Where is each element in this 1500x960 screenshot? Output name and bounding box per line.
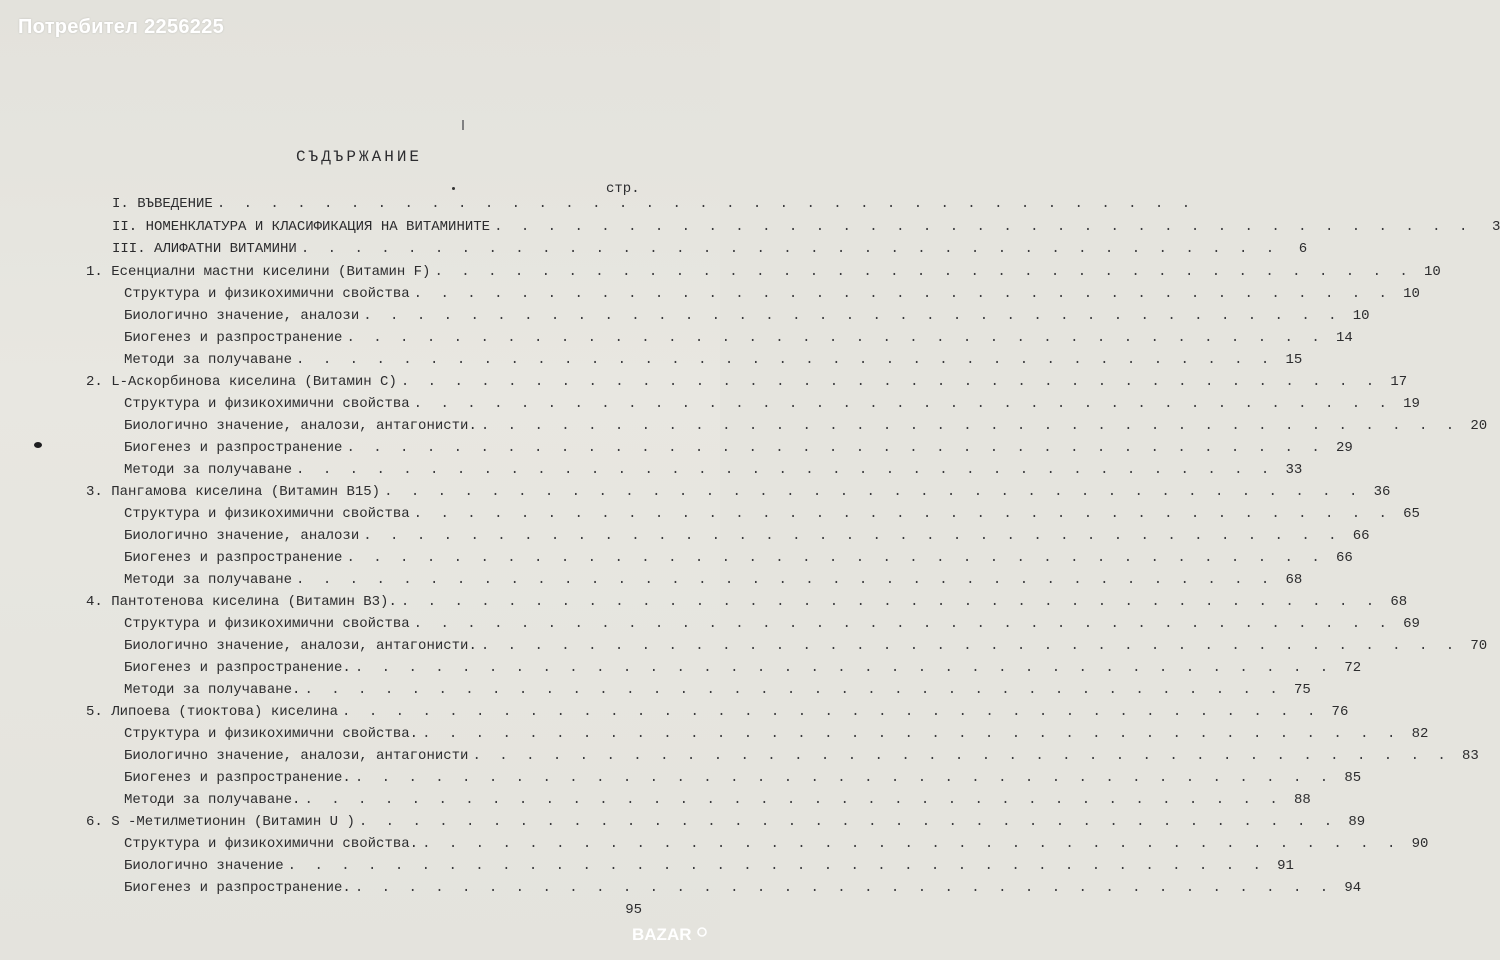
leader-dots: . . . . . . . . . . . . . . . . . . . . . . . . . . . . . . . . . . . . .	[384, 484, 1363, 500]
toc-entry-page: 17	[1390, 374, 1408, 390]
toc-entry-label: 4. Пантотенова киселина (Витамин B3).	[86, 594, 397, 610]
pen-mark	[462, 120, 464, 130]
leader-dots: . . . . . . . . . . . . . . . . . . . . . . . . . . . . . . . . . . . . .	[413, 396, 1392, 412]
toc-entry-label: 6. S -Метилметионин (Витамин U )	[86, 814, 355, 830]
toc-entry-page: 70	[1470, 638, 1488, 654]
toc-entry-page: 72	[1344, 660, 1362, 676]
toc-entry-label: Биогенез и разпространение	[124, 330, 343, 346]
toc-title: СЪДЪРЖАНИЕ	[296, 148, 423, 166]
toc-entry	[124, 440, 1353, 462]
logo-ring-icon	[698, 928, 706, 936]
toc-entry-label: 3. Пангамова киселина (Витамин B15)	[86, 484, 381, 500]
leader-dots: . . . . . . . . . . . . . . . . . . . . . . . . . . . . . . . . . . . . .	[346, 440, 1325, 456]
toc-entry	[124, 880, 1362, 902]
toc-entry-label: Структура и физикохимични свойства	[124, 506, 410, 522]
leader-dots: . . . . . . . . . . . . . . . . . . . . . . . . . . . . . . . . . . . . .	[342, 704, 1321, 720]
leader-dots: . . . . . . . . . . . . . . . . . . . . . . . . . . . . . . . . . . . . .	[472, 748, 1451, 764]
user-watermark: Потребител 2256225	[18, 16, 225, 38]
ink-blot	[34, 442, 42, 448]
toc-entry-label: Биогенез и разпространение.	[124, 770, 351, 786]
leader-dots: . . . . . . . . . . . . . . . . . . . . . . . . . . . . . . . . . . . . .	[400, 374, 1380, 390]
toc-entry-label: Методи за получаване.	[124, 792, 301, 808]
toc-entry	[124, 418, 1488, 440]
leader-dots: . . . . . . . . . . . . . . . . . . . . . . . . . . . . . . . . . . . . .	[363, 528, 1342, 544]
leader-dots: . . . . . . . . . . . . . . . . . . . . . . . . . . . . . . . . . . . . .	[296, 462, 1275, 478]
toc-entry	[124, 748, 1479, 770]
toc-entry-label: Биологично значение, аналози, антагонисти.	[124, 638, 477, 654]
leader-dots: . . . . . . . . . . . . . . . . . . . . . . . . . . . . . . . . . . . . .	[304, 792, 1283, 808]
leader-dots: . . . . . . . . . . . . . . . . . . . . . . . . . . . . . . . . . . . . .	[413, 286, 1392, 302]
leader-dots: . . . . . . . . . . . . . . . . . . . . . . . . . . . . . . . . . . . . .	[494, 219, 1473, 235]
toc-entry-page: 94	[1344, 880, 1362, 896]
leader-dots: . . . . . . . . . . . . . . . . . . . . . . . . . . . . . . . . . . . . .	[363, 308, 1342, 324]
toc-entry-page: 6	[1298, 241, 1308, 257]
toc-entry-page: 88	[1293, 792, 1311, 808]
toc-entry-label: Биологично значение, аналози, антагонисти	[124, 748, 469, 764]
bazar-logo	[630, 918, 710, 950]
toc-entry-label: Биогенез и разпространение.	[124, 660, 351, 676]
leader-dots: . . . . . . . . . . . . . . . . . . . . . . . . . . . . . . . . . . . . .	[346, 550, 1325, 566]
toc-entry-page: 91	[1277, 858, 1294, 874]
toc-entry-page: 29	[1335, 440, 1353, 456]
toc-entry-page: 82	[1411, 726, 1429, 742]
leader-dots: . . . . . . . . . . . . . . . . . . . . . . . . . . . . . . . . . . . . .	[354, 880, 1334, 896]
toc-entry-page: 14	[1335, 330, 1353, 346]
toc-entry	[124, 902, 642, 924]
toc-entry	[86, 374, 1408, 396]
toc-entry-page: 3	[1491, 219, 1500, 235]
toc-entry	[86, 264, 1441, 286]
leader-dots: . . . . . . . . . . . . . . . . . . . . . . . . . . . . . . . . . . . . .	[480, 418, 1460, 434]
toc-entry-page: 10	[1403, 286, 1420, 302]
toc-entry	[124, 308, 1370, 330]
toc-entry	[124, 836, 1429, 858]
toc-entry-page: 15	[1285, 352, 1303, 368]
toc-entry	[124, 572, 1303, 594]
toc-entry-label: Методи за получаване	[124, 572, 293, 588]
toc-entry-page: 83	[1461, 748, 1479, 764]
toc-entry	[124, 528, 1370, 550]
toc-entry-label: 1. Есенциални мастни киселини (Витамин F)	[86, 264, 431, 280]
toc-entry-label: Методи за получаване.	[124, 682, 301, 698]
toc-entry-page: 75	[1293, 682, 1311, 698]
toc-entry-page: 95	[625, 902, 642, 918]
toc-entry	[124, 660, 1362, 682]
toc-entry-label: II. НОМЕНКЛАТУРА И КЛАСИФИКАЦИЯ НА ВИТАМИНИТЕ	[112, 219, 491, 235]
toc-entry-page: 10	[1423, 264, 1441, 280]
toc-entry-page: 90	[1411, 836, 1429, 852]
leader-dots: . . . . . . . . . . . . . . . . . . . . . . . . . . . . . . . . . . . . .	[300, 241, 1280, 257]
toc-entry	[124, 330, 1353, 352]
toc-entry	[124, 286, 1420, 308]
leader-dots: . . . . . . . . . . . . . . . . . . . . . . . . . . . . . . . . . . . . .	[296, 572, 1275, 588]
pages-column-heading: стр.	[606, 181, 640, 197]
toc-entry-label: Структура и физикохимични свойства.	[124, 836, 419, 852]
toc-entry	[112, 196, 1196, 218]
toc-entry-page: 69	[1403, 616, 1420, 632]
toc-entry	[124, 638, 1488, 660]
toc-entry-label: Биогенез и разпространение	[124, 440, 343, 456]
toc-entry-page: 65	[1403, 506, 1420, 522]
toc-entry	[86, 594, 1408, 616]
toc-entry-label: Биологично значение, аналози	[124, 308, 360, 324]
toc-entry-page: 19	[1403, 396, 1420, 412]
ink-speck	[452, 187, 455, 190]
toc-entry-page: 66	[1335, 550, 1353, 566]
toc-entry	[86, 704, 1349, 726]
toc-entry-label: Структура и физикохимични свойства	[124, 396, 410, 412]
leader-dots: . . . . . . . . . . . . . . . . . . . . . . . . . . . . . . . . . . . . .	[216, 196, 1196, 212]
leader-dots: . . . . . . . . . . . . . . . . . . . . . . . . . . . . . . . . . . . . .	[480, 638, 1460, 654]
toc-entry-label: 5. Липоева (тиоктова) киселина	[86, 704, 339, 720]
toc-entry-page: 85	[1344, 770, 1362, 786]
toc-entry-label: 2. L-Аскорбинова киселина (Витамин С)	[86, 374, 397, 390]
toc-entry-label: Структура и физикохимични свойства	[124, 616, 410, 632]
leader-dots: . . . . . . . . . . . . . . . . . . . . . . . . . . . . . . . . . . . . .	[354, 770, 1334, 786]
leader-dots: . . . . . . . . . . . . . . . . . . . . . . . . . . . . . . . . . . . . .	[400, 594, 1380, 610]
toc-entry-label: Структура и физикохимични свойства	[124, 286, 410, 302]
toc-entry-label: Структура и физикохимични свойства.	[124, 726, 419, 742]
toc-entry-page: 20	[1470, 418, 1488, 434]
bazar-logo-text: BAZAR	[632, 925, 692, 944]
toc-entry-label: Биогенез и разпространение	[124, 550, 343, 566]
toc-entry-label: Биологично значение, аналози	[124, 528, 360, 544]
toc-entry-page: 76	[1331, 704, 1349, 720]
toc-entry-label: Биологично значение	[124, 858, 284, 874]
toc-entry	[124, 726, 1429, 748]
toc-entry	[86, 814, 1366, 836]
toc-entry	[124, 550, 1353, 572]
toc-entry-page: 10	[1352, 308, 1370, 324]
toc-entry	[124, 616, 1420, 638]
toc-entry	[124, 792, 1311, 814]
leader-dots: . . . . . . . . . . . . . . . . . . . . . . . . . . . . . . . . . . . . .	[422, 726, 1401, 742]
toc-entry-page: 66	[1352, 528, 1370, 544]
leader-dots: . . . . . . . . . . . . . . . . . . . . . . . . . . . . . . . . . . . . .	[296, 352, 1275, 368]
toc-entry-label: I. ВЪВЕДЕНИЕ	[112, 196, 213, 212]
toc-entry	[124, 858, 1294, 880]
leader-dots: . . . . . . . . . . . . . . . . . . . . . . . . . . . . . . . . . . . . .	[434, 264, 1413, 280]
leader-dots: . . . . . . . . . . . . . . . . . . . . . . . . . . . . . . . . . . . . .	[422, 836, 1401, 852]
toc-entry-label: Биологично значение, аналози, антагонисти.	[124, 418, 477, 434]
leader-dots: . . . . . . . . . . . . . . . . . . . . . . . . . . . . . . . . . . . . .	[346, 330, 1325, 346]
toc-entry	[124, 462, 1303, 484]
toc-entry	[112, 241, 1308, 263]
leader-dots: . . . . . . . . . . . . . . . . . . . . . . . . . . . . . . . . . . . . .	[304, 682, 1283, 698]
toc-entry	[124, 506, 1420, 528]
toc-entry	[124, 396, 1420, 418]
toc-entry-page: 33	[1285, 462, 1303, 478]
toc-entry-label: III. АЛИФАТНИ ВИТАМИНИ	[112, 241, 297, 257]
leader-dots: . . . . . . . . . . . . . . . . . . . . . . . . . . . . . . . . . . . . .	[354, 660, 1334, 676]
toc-entry-label: Методи за получаване	[124, 352, 293, 368]
toc-entry	[124, 682, 1311, 704]
toc-entry-page: 89	[1348, 814, 1366, 830]
toc-entry-label: Методи за получаване	[124, 462, 293, 478]
toc-entry	[124, 352, 1303, 374]
toc-entry-page: 36	[1373, 484, 1391, 500]
toc-entry	[124, 770, 1362, 792]
toc-entry	[112, 219, 1500, 241]
leader-dots: . . . . . . . . . . . . . . . . . . . . . . . . . . . . . . . . . . . . .	[413, 506, 1392, 522]
leader-dots: . . . . . . . . . . . . . . . . . . . . . . . . . . . . . . . . . . . . .	[358, 814, 1338, 830]
toc-entry-page: 68	[1390, 594, 1408, 610]
leader-dots: . . . . . . . . . . . . . . . . . . . . . . . . . . . . . . . . . . . . .	[413, 616, 1392, 632]
leader-dots: . . . . . . . . . . . . . . . . . . . . . . . . . . . . . . . . . . . . .	[287, 858, 1266, 874]
toc-entry	[86, 484, 1391, 506]
toc-entry-label: Биогенез и разпространение.	[124, 880, 351, 896]
toc-entry-page: 68	[1285, 572, 1303, 588]
